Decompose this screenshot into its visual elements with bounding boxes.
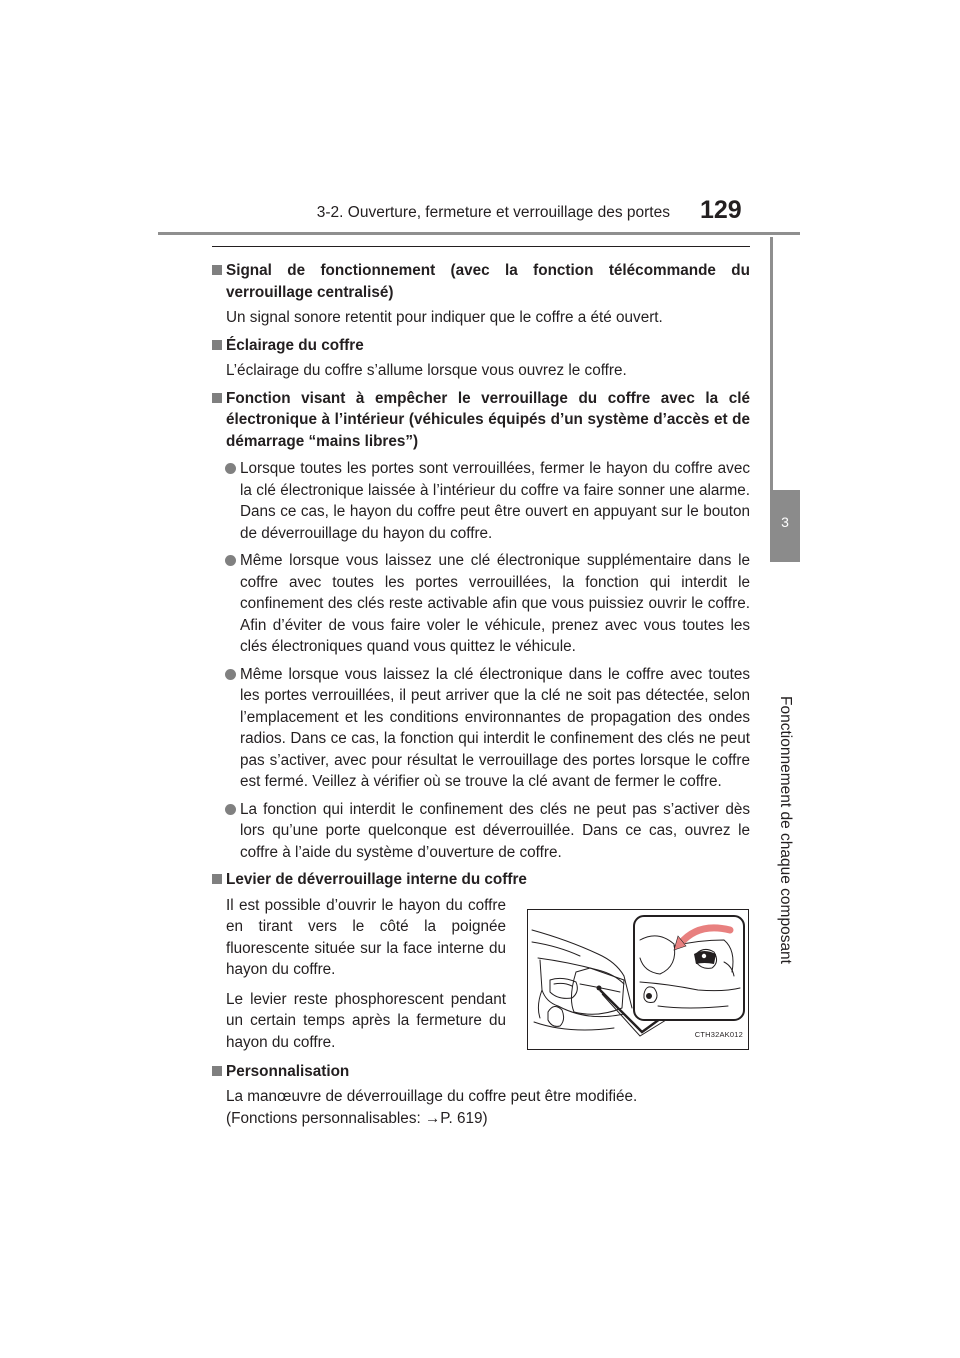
page-number: 129 bbox=[700, 196, 742, 224]
square-bullet-icon bbox=[212, 874, 222, 884]
lever-handle-icon bbox=[694, 951, 716, 964]
lever-paragraph-1: Il est possible d’ouvrir le hayon du coffre en tirant vers le côté la poignée fluorescente située sur la face interne du hayon du coffre. bbox=[226, 896, 506, 978]
figure-code: CTH32AK012 bbox=[694, 1030, 743, 1039]
list-item: Lorsque toutes les portes sont verrouillées, fermer le hayon du coffre avec la clé électronique laissée à l’intérieur du coffre va faire sonner une alarme. Dans ce cas, le hayon du coffre peut être ouvert en appuyant sur le bouton de déverrouillage du hayon du coffre. bbox=[212, 458, 750, 544]
list-item: Même lorsque vous laissez une clé électronique supplémentaire dans le coffre avec toutes les portes verrouillées, la fonction qui interdit le confinement des clés reste activable afin que vous puissiez ouvrir le coffre. Afin d’éviter de vous faire voler le véhicule, prenez avec vous toutes les clés électroniques quand vous quittez le véhicule. bbox=[212, 550, 750, 658]
lever-paragraph-2: Le levier reste phosphorescent pendant un certain temps après la fermeture du hayon du coffre. bbox=[226, 990, 506, 1051]
round-bullet-icon bbox=[225, 669, 236, 680]
round-bullet-icon bbox=[225, 463, 236, 474]
list-item: La fonction qui interdit le confinement des clés ne peut pas s’activer dès lors qu’une porte quelconque est déverrouillée. Dans ce cas, ouvrez le coffre à l’aide du système d’ouverture de coffre. bbox=[212, 799, 750, 864]
section-heading-lighting: Éclairage du coffre bbox=[212, 335, 750, 357]
round-bullet-icon bbox=[225, 555, 236, 566]
square-bullet-icon bbox=[212, 265, 222, 275]
section-title: 3-2. Ouverture, fermeture et verrouillage des portes bbox=[316, 204, 670, 221]
square-bullet-icon bbox=[212, 1066, 222, 1076]
section-body-lighting: L’éclairage du coffre s’allume lorsque vous ouvrez le coffre. bbox=[226, 362, 627, 379]
section-heading-lockout: Fonction visant à empêcher le verrouillage du coffre avec la clé électronique à l’intérieur (véhicules équipés d’un système d’accès et de démarrage “mains libres”) bbox=[212, 388, 750, 453]
section-body-signal: Un signal sonore retentit pour indiquer que le coffre a été ouvert. bbox=[226, 309, 663, 326]
section-heading-signal: Signal de fonctionnement (avec la fonction télécommande du verrouillage centralisé) bbox=[212, 260, 750, 303]
content-rule bbox=[212, 246, 750, 247]
lever-section bbox=[212, 895, 750, 1055]
main-content bbox=[212, 254, 750, 1129]
square-bullet-icon bbox=[212, 340, 222, 350]
list-item: Même lorsque vous laissez la clé électronique dans le coffre avec toutes les portes verrouillées, il peut arriver que la clé ne soit pas détectée, selon l’emplacement et les conditions environnantes de propagation des ondes radios. Dans ce cas, la fonction qui interdit le confinement des clés ne peut pas s’activer, avec pour résultat le verrouillage des portes lorsque le coffre est fermé. Veillez à vérifier où se trouve la clé avant de fermer le coffre. bbox=[212, 664, 750, 793]
chapter-number: 3 bbox=[781, 514, 789, 530]
page-reference-link[interactable]: (Fonctions personnalisables: →P. 619) bbox=[226, 1109, 488, 1127]
section-heading-lever: Levier de déverrouillage interne du coffre bbox=[212, 869, 750, 891]
trunk-lever-illustration bbox=[527, 909, 749, 1050]
section-body-custom-line1: La manœuvre de déverrouillage du coffre peut être modifiée. bbox=[226, 1088, 638, 1105]
round-bullet-icon bbox=[225, 804, 236, 815]
section-heading-custom: Personnalisation bbox=[212, 1061, 750, 1083]
chapter-label: Fonctionnement de chaque composant bbox=[777, 696, 794, 964]
lever-text bbox=[226, 895, 506, 1062]
chapter-tab[interactable] bbox=[770, 490, 800, 562]
header-rule bbox=[158, 232, 800, 235]
side-rule bbox=[770, 237, 773, 490]
square-bullet-icon bbox=[212, 393, 222, 403]
